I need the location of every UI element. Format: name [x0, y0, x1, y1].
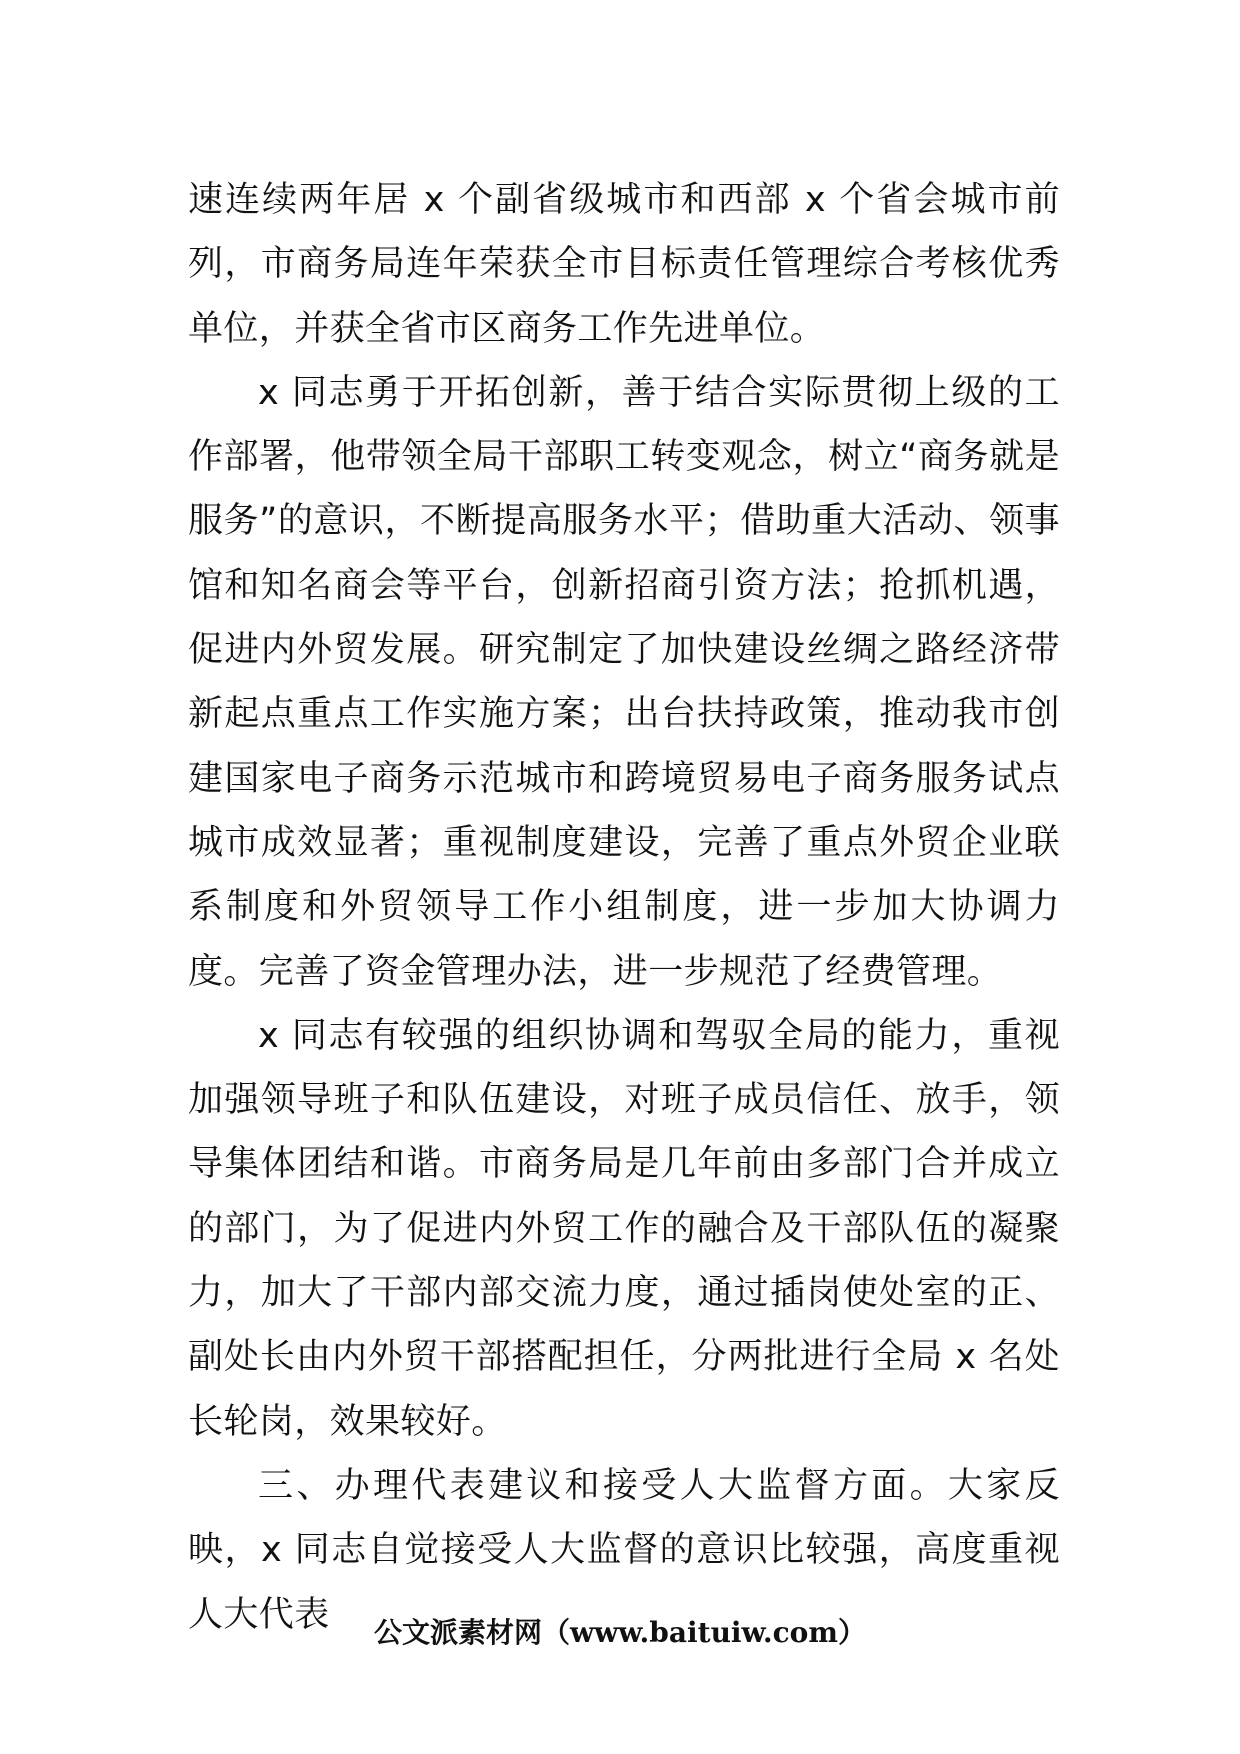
paragraph-3: x 同志有较强的组织协调和驾驭全局的能力，重视加强领导班子和队伍建设，对班子成员信任、放手，领导集体团结和谐。市商务局是几年前由多部门合并成立的部门，为了促进内外贸工作的融合及干部队伍的凝聚力，加大了干部内部交流力度，通过插岗使处室的正、副处长由内外贸干部搭配担任，分两批进行全局 x 名处长轮岗，效果较好。	[188, 1015, 1060, 1442]
paragraph-2: x 同志勇于开拓创新，善于结合实际贯彻上级的工作部署，他带领全局干部职工转变观念，树立“商务就是服务”的意识，不断提高服务水平；借助重大活动、领事馆和知名商会等平台，创新招商引资方法；抢抓机遇，促进内外贸发展。研究制定了加快建设丝绸之路经济带新起点重点工作实施方案；出台扶持政策，推动我市创建国家电子商务示范城市和跨境贸易电子商务服务试点城市成效显著；重视制度建设，完善了重点外贸企业联系制度和外贸领导工作小组制度，进一步加大协调力度。完善了资金管理办法，进一步规范了经费管理。	[188, 372, 1060, 992]
page-footer-source: 公文派素材网（www.baituiw.com）	[374, 1616, 866, 1649]
paragraph-4: 三、办理代表建议和接受人大监督方面。大家反映，x 同志自觉接受人大监督的意识比较强，高度重视人大代表	[188, 1465, 1060, 1635]
paragraph-1: 速连续两年居 x 个副省级城市和西部 x 个省会城市前列，市商务局连年荣获全市目标责任管理综合考核优秀单位，并获全省市区商务工作先进单位。	[188, 180, 1060, 349]
document-body	[188, 168, 1060, 1647]
